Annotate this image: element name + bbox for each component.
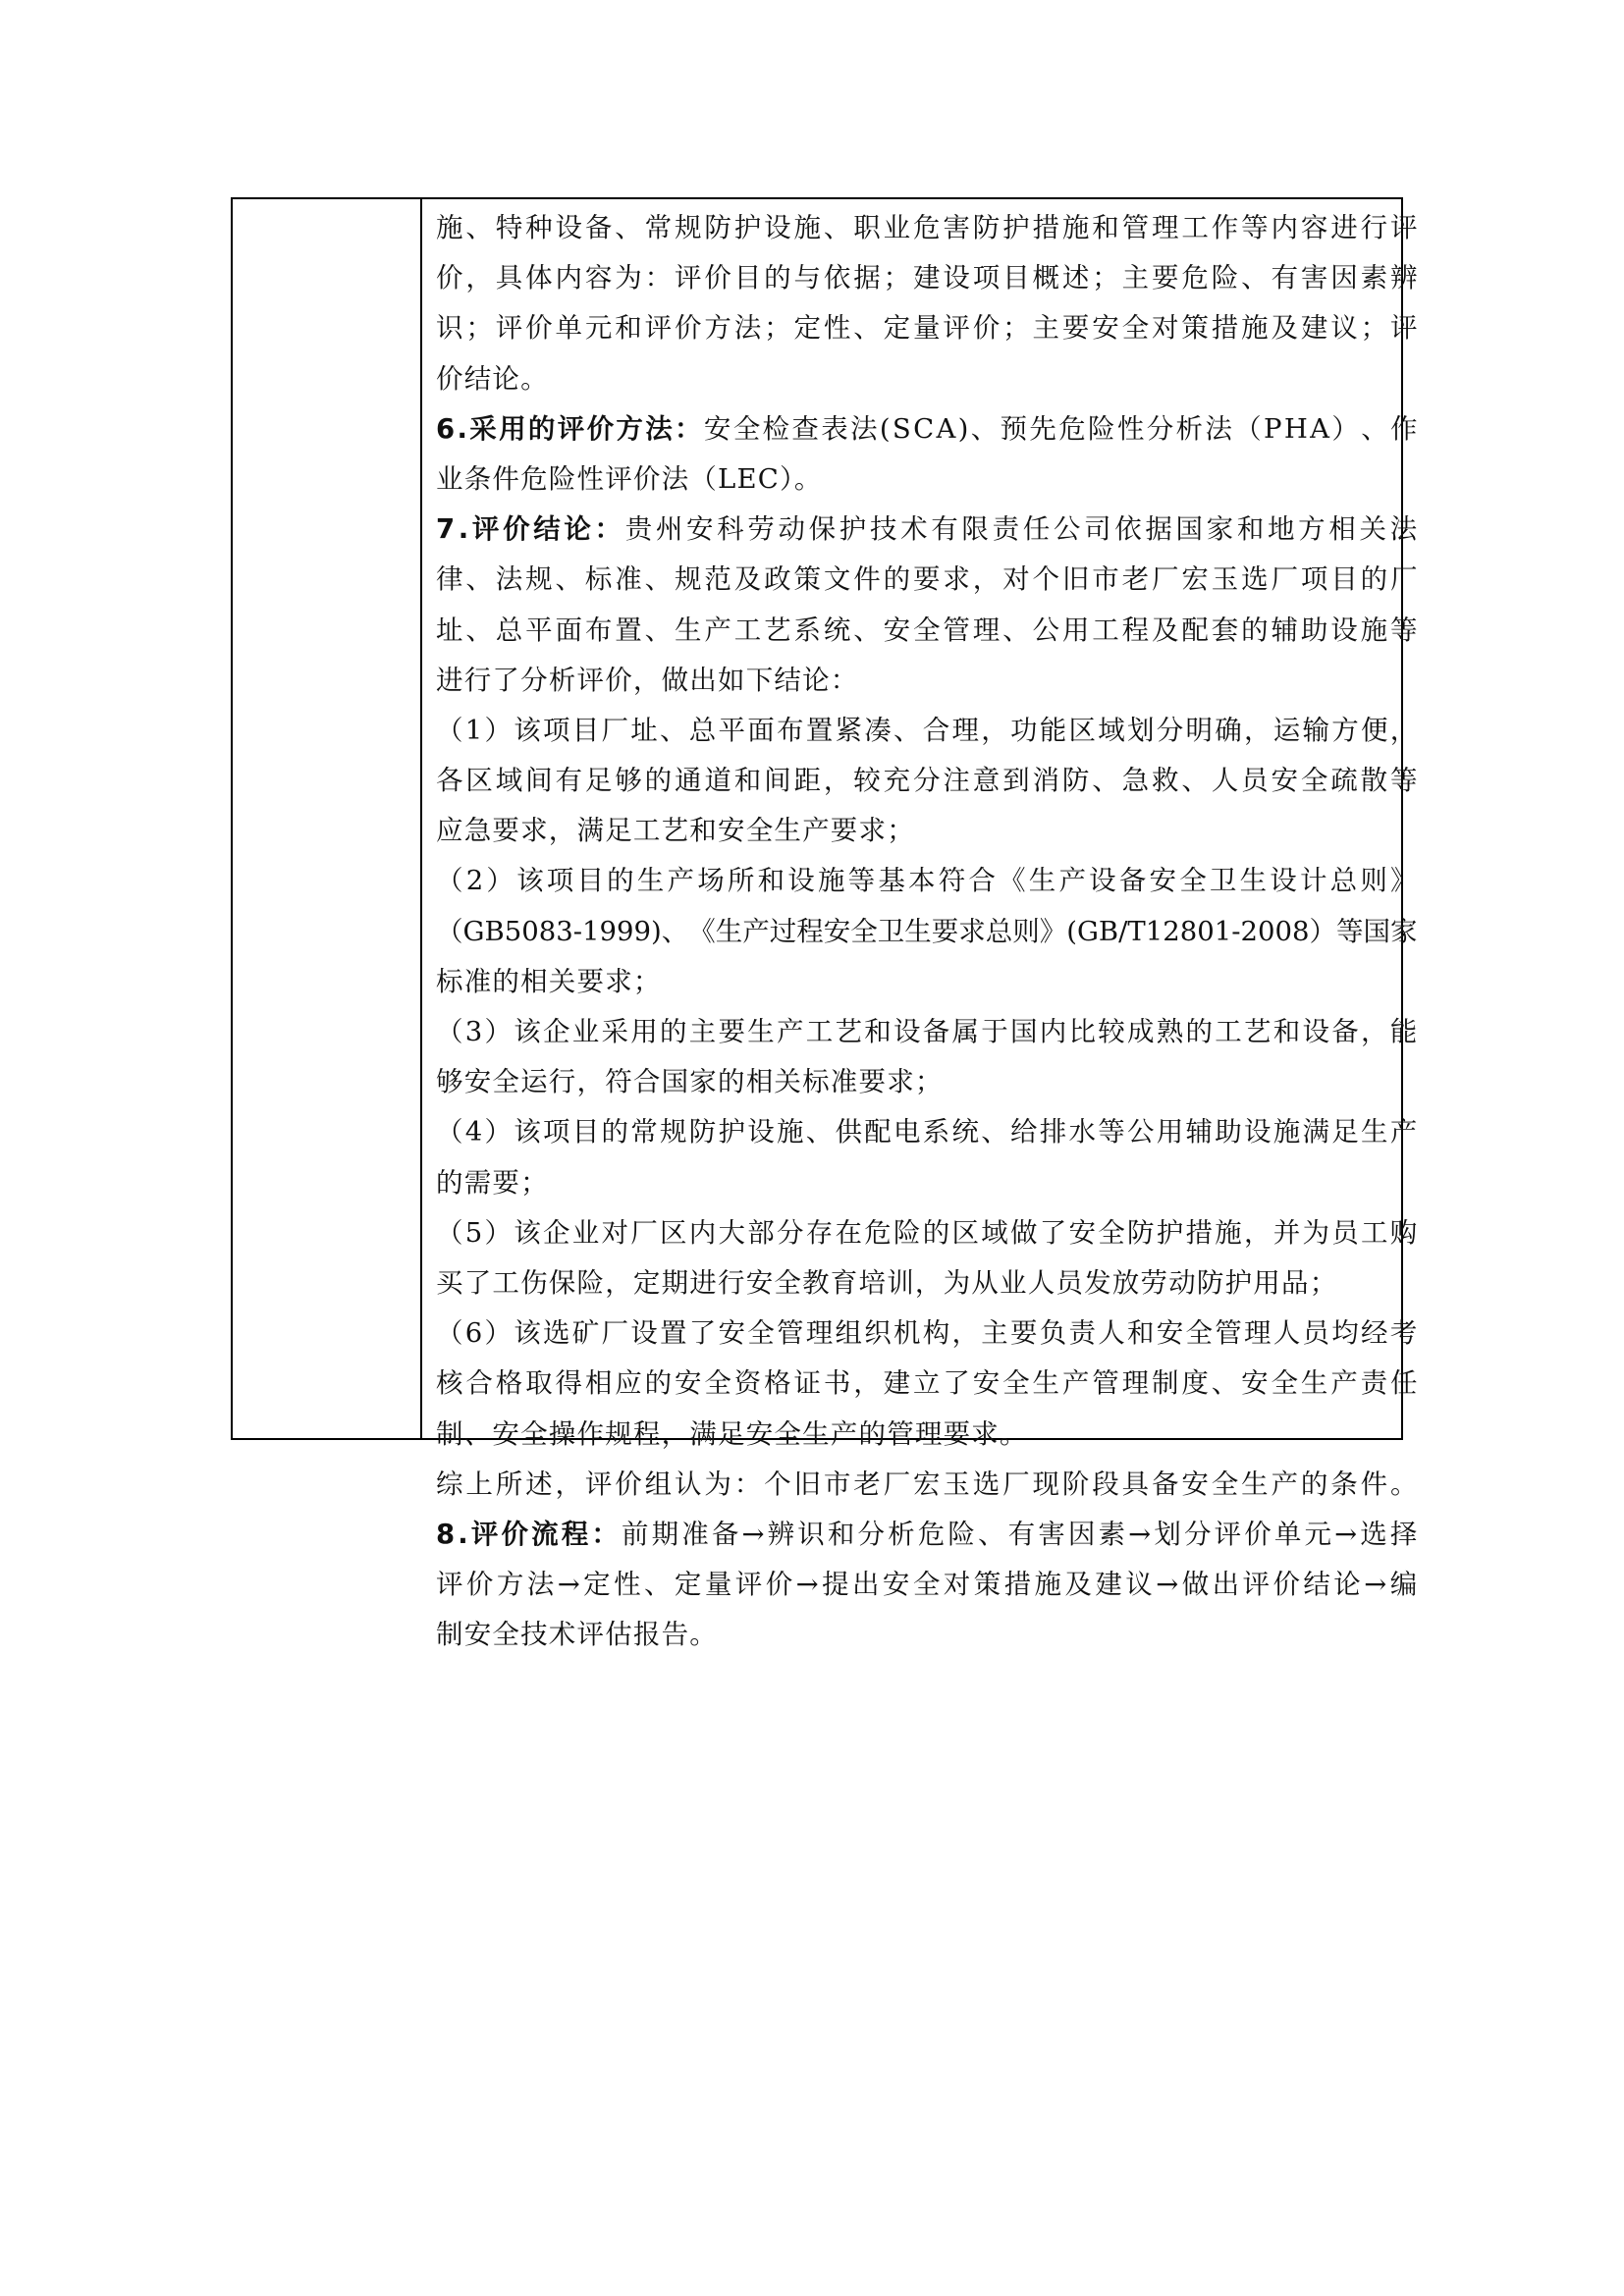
assessment-table <box>231 197 1418 1651</box>
text-line: 址 、 总 平 面 布 置 、 生 产 工 艺 系 统 、 安 全 管 理 、 公 用 工 程 及 配 套 的 辅 助 设 施 等 <box>436 614 1418 646</box>
table-content-cell <box>422 199 1424 1651</box>
text-line: 制安全技术评估报告。 <box>436 1619 718 1651</box>
text-line: 买了工伤保险，定期进行安全教育培训，为从业人员发放劳动防护用品； <box>436 1266 1338 1299</box>
text-line: （ 3 ） 该 企 业 采 用 的 主 要 生 产 工 艺 和 设 备 属 于 国 内 比 较 成 熟 的 工 艺 和 设 备 ， 能 <box>436 1016 1418 1047</box>
text-line: 的需要； <box>436 1166 549 1199</box>
text-line: 制、安全操作规程，满足安全生产的管理要求。 <box>436 1417 1028 1450</box>
text-line: 价 ， 具 体 内 容 为 ： 评 价 目 的 与 依 据 ； 建 设 项 目 概 述 ； 主 要 危 险 、 有 害 因 素 辨 <box>436 262 1418 294</box>
text-line: （ 4 ） 该 项 目 的 常 规 防 护 设 施 、 供 配 电 系 统 、 给 排 水 等 公 用 辅 助 设 施 满 足 生 产 <box>436 1116 1418 1148</box>
text-line: 评 价 方 法 → 定 性 、 定 量 评 价 → 提 出 安 全 对 策 措 施 及 建 议 → 做 出 评 价 结 论 → 编 <box>436 1569 1418 1601</box>
section-heading-line: 7 . 评 价 结 论 ： 贵 州 安 科 劳 动 保 护 技 术 有 限 责 任 公 司 依 据 国 家 和 地 方 相 关 法 <box>436 513 1418 546</box>
section-heading-line: 8 . 评 价 流 程 ： 前 期 准 备 → 辨 识 和 分 析 危 险 、 有 害 因 素 → 划 分 评 价 单 元 → 选 择 <box>436 1518 1418 1550</box>
text-line: （ 1 ） 该 项 目 厂 址 、 总 平 面 布 置 紧 凑 、 合 理 ， 功 能 区 域 划 分 明 确 ， 运 输 方 便 ， <box>436 714 1418 746</box>
section-heading-line: 6 . 采 用 的 评 价 方 法 ： 安 全 检 查 表 法 ( S C A ) 、 预 先 危 险 性 分 析 法 （ P H A ） 、 作 <box>436 412 1418 445</box>
text-line: 业条件危险性评价法（LEC）。 <box>436 462 823 495</box>
text-line: 进行了分析评价，做出如下结论： <box>436 664 859 696</box>
text-line: 够安全运行，符合国家的相关标准要求； <box>436 1066 944 1098</box>
table-label-cell <box>233 199 422 1438</box>
text-line: （ 6 ） 该 选 矿 厂 设 置 了 安 全 管 理 组 织 机 构 ， 主 要 负 责 人 和 安 全 管 理 人 员 均 经 考 <box>436 1317 1418 1350</box>
text-line: （ 5 ） 该 企 业 对 厂 区 内 大 部 分 存 在 危 险 的 区 域 做 了 安 全 防 护 措 施 ， 并 为 员 工 购 <box>436 1216 1418 1249</box>
text-line: 应急要求，满足工艺和安全生产要求； <box>436 815 915 847</box>
text-line: 律 、 法 规 、 标 准 、 规 范 及 政 策 文 件 的 要 求 ， 对 个 旧 市 老 厂 宏 玉 选 厂 项 目 的 厂 <box>436 563 1418 596</box>
text-line: （ G B 5 0 8 3 - 1 9 9 9 ) 、 《 生 产 过 程 安 全 卫 生 要 求 总 则 》 ( G B / T 1 2 8 0 1 - 2 0 0 8 ） 等 国 家 <box>436 915 1418 947</box>
text-line: 识 ； 评 价 单 元 和 评 价 方 法 ； 定 性 、 定 量 评 价 ； 主 要 安 全 对 策 措 施 及 建 议 ； 评 <box>436 312 1418 345</box>
text-line: 综 上 所 述 ， 评 价 组 认 为 ： 个 旧 市 老 厂 宏 玉 选 厂 现 阶 段 具 备 安 全 生 产 的 条 件 。 <box>436 1468 1418 1500</box>
text-line: （ 2 ） 该 项 目 的 生 产 场 所 和 设 施 等 基 本 符 合 《 生 产 设 备 安 全 卫 生 设 计 总 则 》 <box>436 865 1418 897</box>
text-line: 施 、 特 种 设 备 、 常 规 防 护 设 施 、 职 业 危 害 防 护 措 施 和 管 理 工 作 等 内 容 进 行 评 <box>436 212 1418 243</box>
text-line: 价结论。 <box>436 362 549 395</box>
text-line: 核 合 格 取 得 相 应 的 安 全 资 格 证 书 ， 建 立 了 安 全 生 产 管 理 制 度 、 安 全 生 产 责 任 <box>436 1367 1418 1400</box>
text-line: 各 区 域 间 有 足 够 的 通 道 和 间 距 ， 较 充 分 注 意 到 消 防 、 急 救 、 人 员 安 全 疏 散 等 <box>436 765 1418 797</box>
text-line: 标准的相关要求； <box>436 965 662 997</box>
